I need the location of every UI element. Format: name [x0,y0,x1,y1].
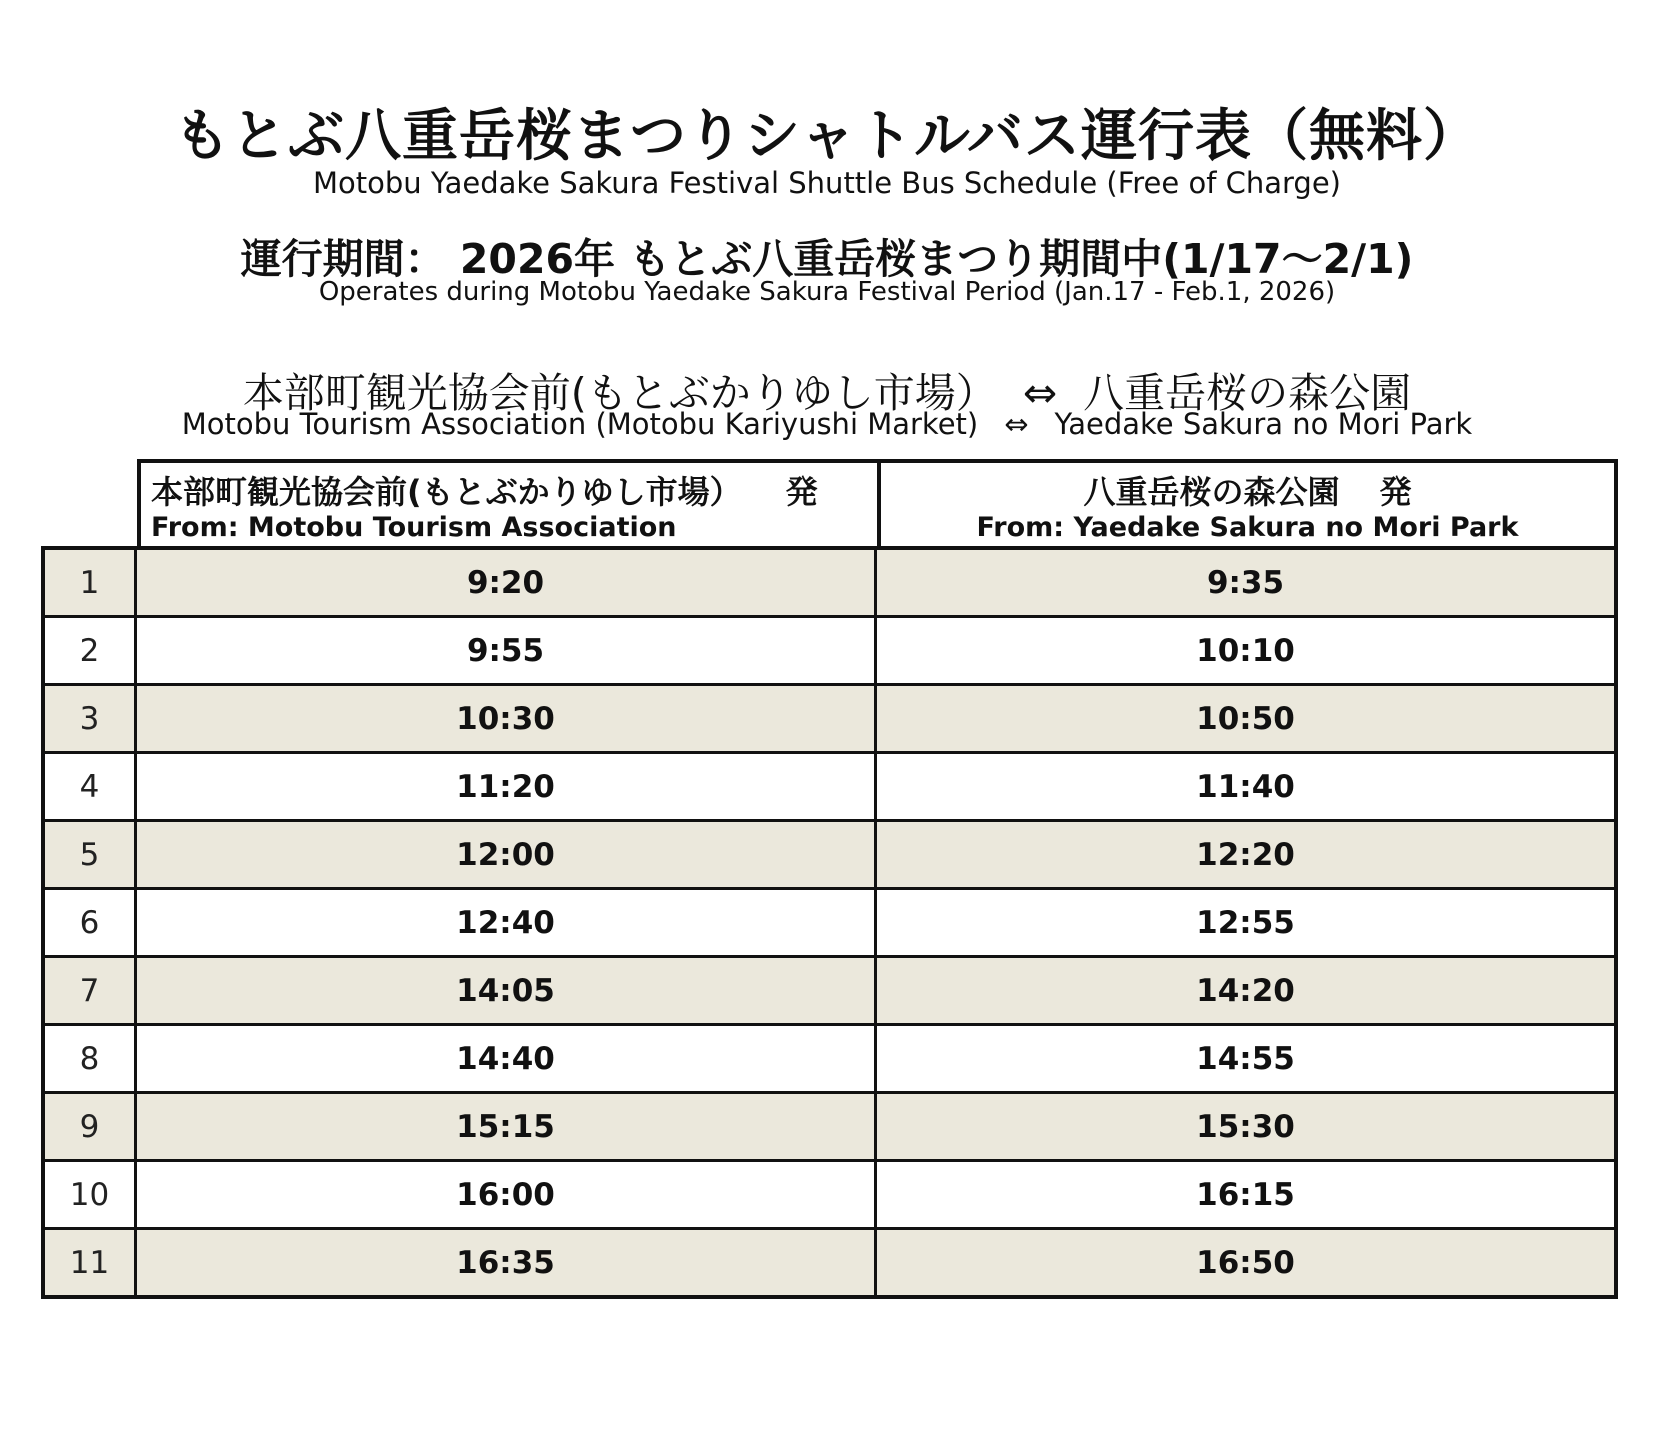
page-title-en: Motobu Yaedake Sakura Festival Shuttle Bus Schedule (Free of Charge) [313,166,1341,200]
route-origin-jp: 本部町観光協会前(もとぶかりゆし市場） [242,369,997,417]
trip-number: 6 [45,890,137,955]
departure-time-yaedake: 9:35 [1206,564,1285,601]
trip-number: 9 [45,1094,137,1159]
timetable [41,546,1618,1299]
operation-period-en: Operates during Motobu Yaedake Sakura Festival Period (Jan.17 - Feb.1, 2026) [318,277,1336,307]
operation-period-jp: 運行期間： 2026年 もとぶ八重岳桜まつり期間中(1/17～2/1) [240,235,1414,283]
trip-number: 3 [45,686,137,751]
departure-time-motobu: 12:40 [137,890,877,955]
departure-time-yaedake: 14:20 [1196,972,1295,1009]
route-destination-en: Yaedake Sakura no Mori Park [1054,407,1473,441]
departure-time-motobu: 10:30 [137,686,877,751]
table-row [45,1023,1614,1091]
column-header-from-motobu [137,459,877,548]
trip-number: 8 [45,1026,137,1091]
departure-time-yaedake: 15:30 [1196,1108,1295,1145]
table-row [45,751,1614,819]
trip-number: 4 [45,754,137,819]
route-en [0,407,1654,441]
departure-time-yaedake: 12:20 [1196,836,1295,873]
departure-time-yaedake: 16:50 [1196,1244,1295,1281]
table-row [45,1091,1614,1159]
departure-time-yaedake: 14:55 [1196,1040,1295,1077]
page-title-jp: もとぶ八重岳桜まつりシャトルバス運行表（無料） [174,104,1480,169]
column-station-jp: 本部町観光協会前(もとぶかりゆし市場） [151,473,742,511]
table-row [45,615,1614,683]
departure-time-yaedake: 12:55 [1196,904,1295,941]
column-header-from-yaedake [877,459,1618,548]
trip-number: 7 [45,958,137,1023]
column-label-en: From: Yaedake Sakura no Mori Park [976,512,1519,543]
trip-number: 5 [45,822,137,887]
route-origin-en: Motobu Tourism Association (Motobu Kariyushi Market) [181,407,979,441]
table-row [45,819,1614,887]
departure-time-motobu: 16:35 [137,1230,877,1295]
column-station-jp: 八重岳桜の森公園 [1083,473,1340,511]
departure-time-motobu: 9:20 [137,550,877,615]
departure-time-yaedake: 16:15 [1196,1176,1295,1213]
table-row [45,1159,1614,1227]
table-row [45,887,1614,955]
departure-time-motobu: 14:05 [137,958,877,1023]
departure-time-yaedake: 10:50 [1196,700,1295,737]
departure-time-motobu: 15:15 [137,1094,877,1159]
departure-time-yaedake: 10:10 [1196,632,1295,669]
timetable-header [137,459,1618,548]
departure-time-motobu: 9:55 [137,618,877,683]
two-way-arrow-icon: ⇔ [1022,369,1058,417]
trip-number: 1 [45,550,137,615]
departure-label: 発 [785,473,818,511]
table-row [45,550,1614,615]
trip-number: 2 [45,618,137,683]
column-label-en: From: Motobu Tourism Association [151,512,677,543]
trip-number: 10 [45,1162,137,1227]
departure-time-motobu: 12:00 [137,822,877,887]
two-way-arrow-icon: ⇔ [1004,407,1029,441]
departure-time-motobu: 11:20 [137,754,877,819]
trip-number: 11 [45,1230,137,1295]
departure-time-yaedake: 11:40 [1196,768,1295,805]
departure-label: 発 [1379,473,1412,511]
departure-time-motobu: 16:00 [137,1162,877,1227]
table-row [45,1227,1614,1295]
route-destination-jp: 八重岳桜の森公園 [1083,369,1412,417]
table-row [45,955,1614,1023]
departure-time-motobu: 14:40 [137,1026,877,1091]
table-row [45,683,1614,751]
